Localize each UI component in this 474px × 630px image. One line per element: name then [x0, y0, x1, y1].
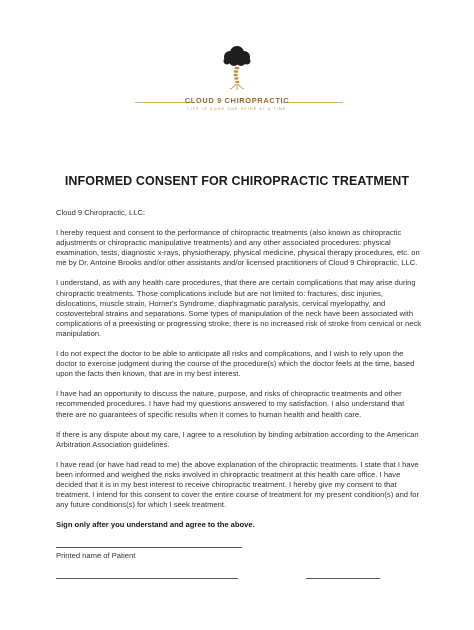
paragraph-discussion: I have had an opportunity to discuss the nature, purpose, and risks of chiropractic treatments and other recommended procedures. I have had my questions answered to my satisfaction. I also understand that there are no guarantees of specific results when it comes to human health and health care.	[56, 389, 405, 419]
logo	[0, 44, 474, 94]
signature-line[interactable]	[56, 578, 238, 579]
brand-block	[0, 96, 474, 120]
paragraph-arbitration: If there is any dispute about my care, I agree to a resolution by binding arbitration according to the American Arbitration Association guidelines.	[56, 429, 419, 449]
tree-cloud-logo-icon	[217, 44, 257, 94]
paragraph-request-consent: I hereby request and consent to the performance of chiropractic treatments (also known as chiropractic adjustments or chiropractic manipulative treatments) and any other associated procedures: physical examination, tests, diagnostic x-rays, physiotherapy, physical medicine, physical therapy procedures, etc. on me by Dr. Antoine Brooks and/or other assistants and/or licensed practitioners of Cloud 9 Chiropractic, LLC.	[56, 228, 420, 268]
closing-instruction: Sign only after you understand and agree to the above.	[56, 520, 255, 530]
paragraph-complications: I understand, as with any health care procedures, that there are certain complications that may arise during chiropractic treatments. Those complications include but are not limited to: fractures, disc injuries, dislocations, muscle strain, Horner's Syndrome, diaphragmatic paralysis, cervical myelopathy, and costovertebral strains and separations. Some types of manipulation of the neck have been associated with complications of a preexisting or progressing stroke; there is no increased risk of stroke from cervical or neck manipulation.	[56, 278, 422, 338]
date-line[interactable]	[306, 578, 380, 579]
printed-name-label: Printed name of Patient	[56, 551, 136, 560]
brand-name: CLOUD 9 CHIROPRACTIC	[184, 96, 290, 105]
document-title: INFORMED CONSENT FOR CHIROPRACTIC TREATMENT	[64, 174, 410, 188]
printed-name-line[interactable]	[56, 547, 242, 548]
paragraph-acknowledgement: I have read (or have had read to me) the above explanation of the chiropractic treatments. I state that I have been informed and weighed the risks involved in chiropractic treatment at this health care office. I have decided that it is in my best interest to receive chiropractic treatment. I hereby give my consent to that treatment. I intend for this consent to cover the entire course of treatment for my present condition(s) and for any future conditions(s) for which I seek treatment.	[56, 459, 419, 510]
document-body	[56, 208, 422, 540]
salutation: Cloud 9 Chiropractic, LLC:	[56, 208, 146, 217]
paragraph-judgment: I do not expect the doctor to be able to anticipate all risks and complications, and I wish to rely upon the doctor to exercise judgment during the course of the procedure(s) which the doctor feels at the time, based upon the facts then known, that are in my best interest.	[56, 349, 415, 379]
brand-tagline: LIFE IS GOOD ONE SPINE AT A TIME	[187, 107, 287, 111]
